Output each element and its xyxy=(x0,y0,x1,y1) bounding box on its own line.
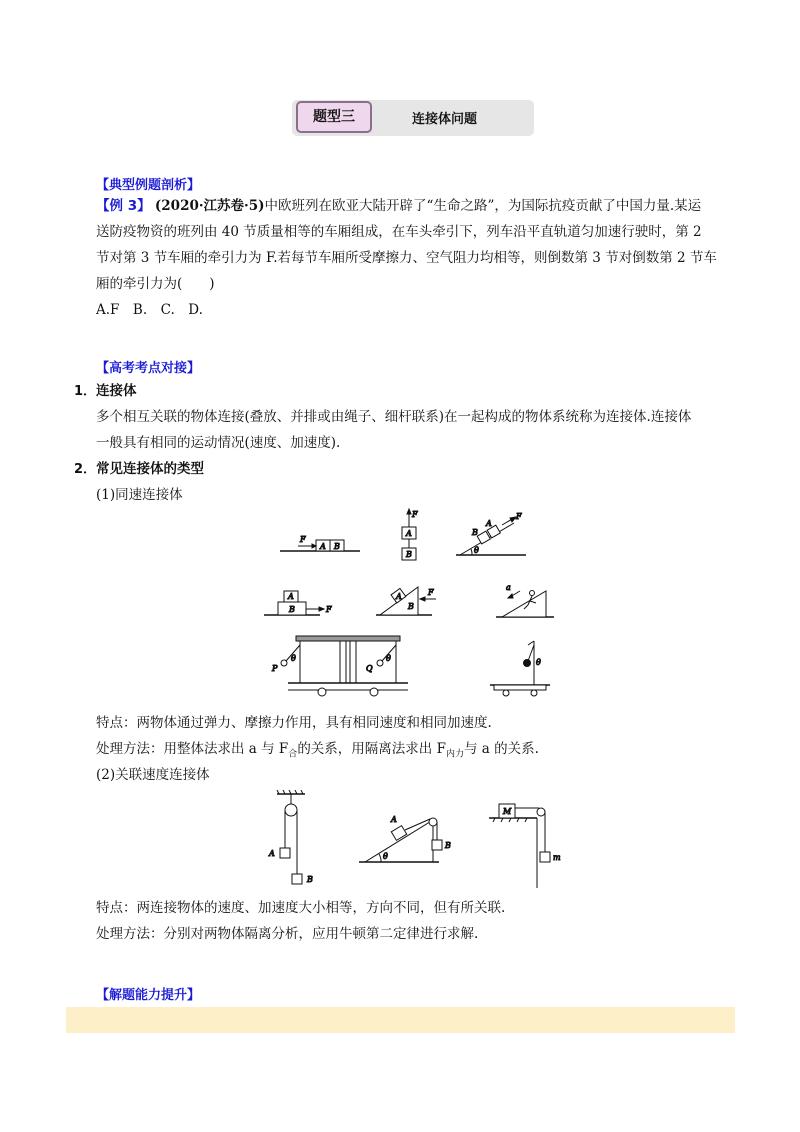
example-line-1 xyxy=(96,193,701,219)
label-B-4: B xyxy=(289,605,295,614)
sub-2-heading: (2)关联速度连接体 xyxy=(96,767,210,783)
point-1-title: 连接体 xyxy=(96,383,137,399)
same-speed-figures xyxy=(250,505,570,705)
label-Q: Q xyxy=(366,664,373,673)
label-B-3: B xyxy=(472,528,478,537)
header-title: 连接体问题 xyxy=(412,112,478,127)
example-text-1: 中欧班列在欧亚大陆开辟了“生命之路”，为国际抗疫贡献了中国力量.某运 xyxy=(264,198,702,214)
example-source: (2020·江苏卷·5) xyxy=(154,198,265,214)
linked-speed-figures xyxy=(255,790,565,890)
label-F-4: F xyxy=(326,605,332,614)
sub-1-heading: (1)同速连接体 xyxy=(96,487,183,503)
label-M: M xyxy=(503,807,512,816)
label-A-2: A xyxy=(406,529,412,538)
sub-2-method: 处理方法：分别对两物体隔离分析，应用牛顿第二定律进行求解. xyxy=(96,926,479,942)
ability-heading: 【解题能力提升】 xyxy=(96,988,201,1003)
label-theta-3: θ xyxy=(386,654,391,663)
fig-horizontal-ab xyxy=(280,535,360,551)
example-options: A.F B. C. D. xyxy=(96,302,203,318)
sub-2-feature: 特点：两连接物体的速度、加速度大小相等，方向不同，但有所关联. xyxy=(96,900,506,916)
label-theta-1: θ xyxy=(474,546,479,555)
point-1-text-2: 一般具有相同的运动情况(速度、加速度). xyxy=(96,435,341,451)
label-P: P xyxy=(272,664,278,673)
fig-cart-pole xyxy=(490,641,550,696)
label-A-5: A xyxy=(396,592,402,601)
fig-man-wedge xyxy=(496,583,554,617)
answer-area-bar xyxy=(66,1007,735,1033)
point-1-number: 1． xyxy=(74,384,97,399)
example-line-4: 厢的牵引力为( ) xyxy=(96,276,215,292)
label-A-4: A xyxy=(288,592,294,601)
fig-frame-pendulums xyxy=(271,636,408,696)
label-F-2: F xyxy=(412,510,418,519)
fig-incline-pulley xyxy=(359,815,451,862)
label-B-5: B xyxy=(408,602,414,611)
label-B-7: B xyxy=(445,841,451,850)
example-line-2: 送防疫物资的班列由 40 节质量相等的车厢组成，在车头牵引下，列车沿平直轨道匀加速行驶时，第 2 xyxy=(96,224,702,240)
label-B-6: B xyxy=(307,875,313,884)
method-sub-internal: 内力 xyxy=(445,749,464,760)
fig-wedge-ab xyxy=(376,587,436,615)
label-a-1: a xyxy=(506,583,511,592)
sub-1-feature: 特点：两物体通过弹力、摩擦力作用，具有相同速度和相同加速度. xyxy=(96,715,492,731)
label-theta-2: θ xyxy=(291,654,296,663)
label-A-1: A xyxy=(320,542,326,551)
method-sub-combined: 合 xyxy=(288,749,298,760)
label-A-6: A xyxy=(269,849,275,858)
label-B-1: B xyxy=(334,542,340,551)
label-theta-4: θ xyxy=(536,658,541,667)
exam-heading: 【高考考点对接】 xyxy=(96,361,201,376)
method-text-c: 与 a 的关系. xyxy=(464,741,539,757)
example-label: 【例 3】 xyxy=(96,198,151,214)
point-2-number: 2． xyxy=(74,462,97,477)
label-B-2: B xyxy=(406,550,412,559)
label-A-3: A xyxy=(486,519,492,528)
label-F-5: F xyxy=(428,588,434,597)
fig-stacked-ab xyxy=(264,591,332,615)
point-1-text-1: 多个相互关联的物体连接(叠放、并排或由绳子、细杆联系)在一起构成的物体系统称为连接体.连接体 xyxy=(96,409,692,425)
fig-vertical-ab xyxy=(402,509,418,560)
fig-pulley-ab xyxy=(268,790,313,884)
method-text-b: 的关系，用隔离法求出 F xyxy=(297,741,446,757)
label-A-7: A xyxy=(391,815,397,824)
fig-incline-ab xyxy=(456,512,526,555)
method-text-a: 处理方法：用整体法求出 a 与 F xyxy=(96,741,289,757)
fig-table-mm xyxy=(489,804,561,888)
label-m: m xyxy=(553,853,561,862)
point-2-title: 常见连接体的类型 xyxy=(96,461,205,477)
point-1-heading xyxy=(74,378,137,405)
point-2-heading xyxy=(74,456,204,483)
label-F-3: F xyxy=(516,512,522,521)
label-theta-5: θ xyxy=(383,852,388,861)
header-tag: 题型三 xyxy=(296,101,372,133)
example-heading: 【典型例题剖析】 xyxy=(96,178,201,193)
example-line-3: 节对第 3 节车厢的牵引力为 F.若每节车厢所受摩擦力、空气阻力均相等，则倒数第 3 节对倒数第 2 节车 xyxy=(96,250,717,266)
label-F-1: F xyxy=(300,535,306,544)
